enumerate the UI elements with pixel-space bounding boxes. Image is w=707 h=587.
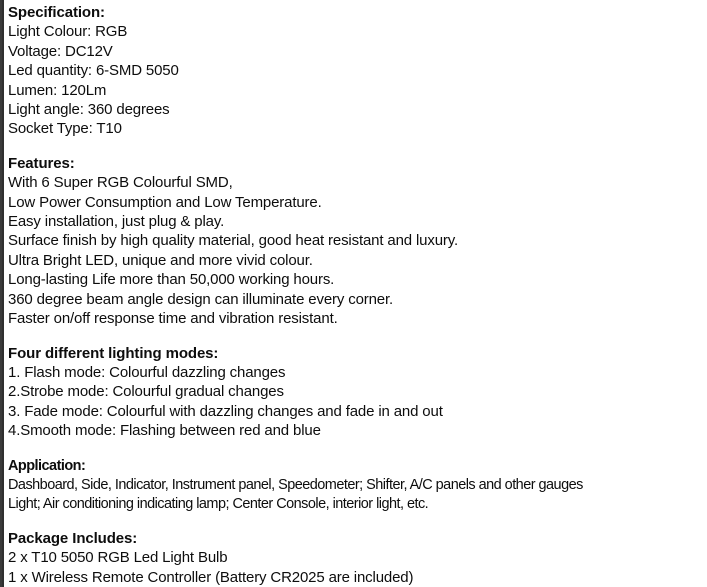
spec-line-light-angle: Light angle: 360 degrees [8, 101, 170, 119]
application-line: Light; Air conditioning indicating lamp; Center Console, interior light, etc. [8, 495, 429, 513]
feature-line: Ultra Bright LED, unique and more vivid colour. [8, 251, 313, 269]
spec-line-socket-type: Socket Type: T10 [8, 120, 122, 138]
section-heading-application: Application: [8, 456, 86, 474]
lighting-mode-item: 2.Strobe mode: Colourful gradual changes [8, 383, 284, 401]
section-specification [8, 3, 705, 139]
spec-line-light-colour: Light Colour: RGB [8, 23, 128, 41]
feature-line: Easy installation, just plug & play. [8, 213, 225, 231]
section-heading-package-includes: Package Includes: [8, 529, 138, 547]
section-heading-lighting-modes: Four different lighting modes: [8, 344, 219, 362]
package-item: 2 x T10 5050 RGB Led Light Bulb [8, 549, 228, 567]
feature-line: Surface finish by high quality material, good heat resistant and luxury. [8, 232, 459, 250]
lighting-mode-item: 1. Flash mode: Colourful dazzling changes [8, 363, 286, 381]
feature-line: 360 degree beam angle design can illuminate every corner. [8, 290, 394, 308]
spec-line-voltage: Voltage: DC12V [8, 42, 113, 60]
section-package-includes [8, 529, 705, 587]
section-heading-features: Features: [8, 154, 75, 172]
section-features [8, 154, 705, 329]
feature-line: With 6 Super RGB Colourful SMD, [8, 174, 233, 192]
spec-line-lumen: Lumen: 120Lm [8, 81, 107, 99]
spec-line-led-quantity: Led quantity: 6-SMD 5050 [8, 62, 179, 80]
section-lighting-modes [8, 344, 705, 441]
section-heading-specification: Specification: [8, 4, 105, 21]
lighting-mode-item: 3. Fade mode: Colourful with dazzling changes and fade in and out [8, 402, 443, 420]
feature-line: Faster on/off response time and vibration resistant. [8, 310, 338, 328]
section-application [8, 456, 705, 514]
feature-line: Low Power Consumption and Low Temperature. [8, 193, 322, 211]
document-body [8, 3, 705, 587]
package-item: 1 x Wireless Remote Controller (Battery CR2025 are included) [8, 568, 414, 586]
lighting-mode-item: 4.Smooth mode: Flashing between red and blue [8, 422, 321, 440]
feature-line: Long-lasting Life more than 50,000 working hours. [8, 271, 335, 289]
application-line: Dashboard, Side, Indicator, Instrument panel, Speedometer; Shifter, A/C panels and other gauges [8, 475, 583, 493]
